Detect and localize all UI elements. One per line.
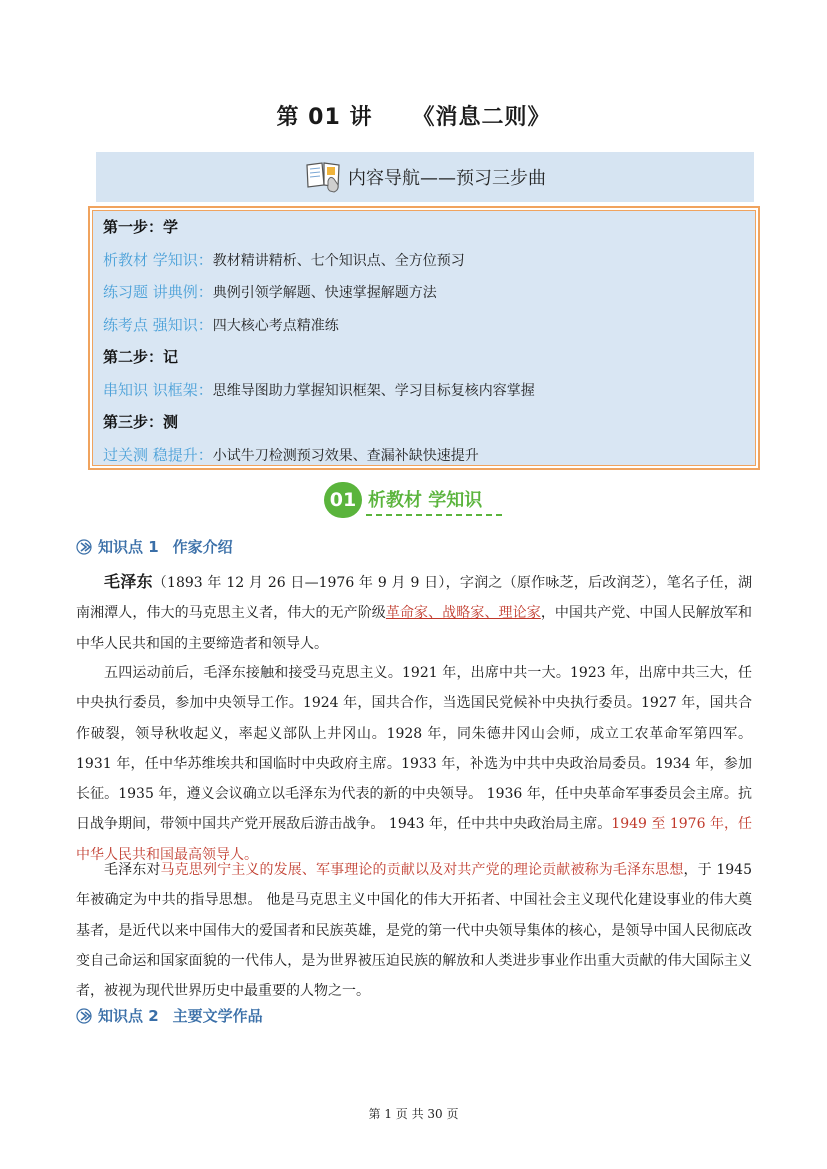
lesson-number: 第 01 讲 [276, 105, 373, 130]
page-title [0, 100, 827, 131]
highlight-mao-thought: 马克思列宁主义的发展、军事理论的贡献以及对共产党的理论贡献被称为毛泽东思想 [160, 862, 684, 878]
book-pointer-icon [304, 159, 344, 195]
paragraph-bio-timeline: 五四运动前后，毛泽东接触和接受马克思主义。1921 年，出席中共一大。1923 年，出席中共三大，任中央执行委员，参加中央领导工作。1924 年，国共合作，当选国民党候补中央执行委员。1927 年，国共合作破裂，领导秋收起义，率起义部队上井冈山。1928 年，同朱德井冈山会师，成立工农革命军第四军。1931 年，任中华苏维埃共和国临时中央政府主席。1933 年，补选为中共中央政治局委员。1934 年，参加长征。1935 年，遵义会议确立以毛泽东为代表的新的中央领导。 1936 年，任中央革命军事委员会主席。抗日战争期间，带领中国共产党开展敌后游击战争。 1943 年，任中共中央政治局主席。1949 至 1976 年，任中华人民共和国最高领导人。 [76, 665, 753, 863]
step-2-heading: 第二步：记 [103, 348, 179, 366]
page-footer: 第 1 页 共 30 页 [368, 1107, 459, 1121]
section-label: 析教材 学知识 [368, 490, 483, 511]
step-3-heading: 第三步：测 [103, 413, 179, 431]
step-row-5: 过关测 稳提升：小试牛刀检测预习效果、查漏补缺快速提升 [103, 445, 479, 464]
step-row-3: 练考点 强知识：四大核心考点精准练 [103, 315, 339, 334]
preview-steps-box [88, 206, 760, 470]
double-chevron-icon [76, 1008, 96, 1024]
step-1-heading: 第一步：学 [103, 218, 179, 236]
knowledge-point-1-heading: 知识点 1 作家介绍 [76, 536, 233, 557]
section-underline [366, 514, 502, 516]
knowledge-point-2-heading: 知识点 2 主要文学作品 [76, 1005, 263, 1026]
step-row-2: 练习题 讲典例：典例引领学解题、快速掌握解题方法 [103, 283, 437, 301]
section-number-badge: 01 [324, 482, 362, 518]
author-name: 毛泽东 [104, 572, 153, 591]
step-row-1: 析教材 学知识：教材精讲精析、七个知识点、全方位预习 [103, 250, 465, 269]
highlight-leader: 1949 至 1976 年，任中华人民共和国最高领导人。 [76, 816, 753, 863]
content-nav-banner [96, 152, 754, 202]
highlight-revolutionary: 革命家、战略家、理论家 [385, 605, 541, 622]
paragraph-bio-intro: 毛泽东（1893 年 12 月 26 日—1976 年 9 月 9 日），字润之（原作咏芝，后改润芝），笔名子任，湖南湘潭人，伟大的马克思主义者，伟大的无产阶级革命家、战略家、理论家，中国共产党、中国人民解放军和中华人民共和国的主要缔造者和领导人。 [76, 572, 753, 652]
double-chevron-icon [76, 539, 96, 555]
nav-banner-label: 内容导航——预习三步曲 [348, 168, 546, 189]
step-row-4: 串知识 识框架：思维导图助力掌握知识框架、学习目标复核内容掌握 [103, 380, 535, 399]
paragraph-mao-thought: 毛泽东对马克思列宁主义的发展、军事理论的贡献以及对共产党的理论贡献被称为毛泽东思想，于 1945 年被确定为中共的指导思想。 他是马克思主义中国化的伟大开拓者、中国社会主义现代化建设事业的伟大奠基者，是近代以来中国伟大的爱国者和民族英雄，是党的第一代中央领导集体的核心，是领导中国人民彻底改变自己命运和国家面貌的一代伟人，是为世界被压迫民族的解放和人类进步事业作出重大贡献的伟大国际主义者，被视为现代世界历史中最重要的人物之一。 [76, 862, 752, 1000]
lesson-title: 《消息二则》 [412, 105, 551, 130]
section-heading [322, 482, 504, 518]
